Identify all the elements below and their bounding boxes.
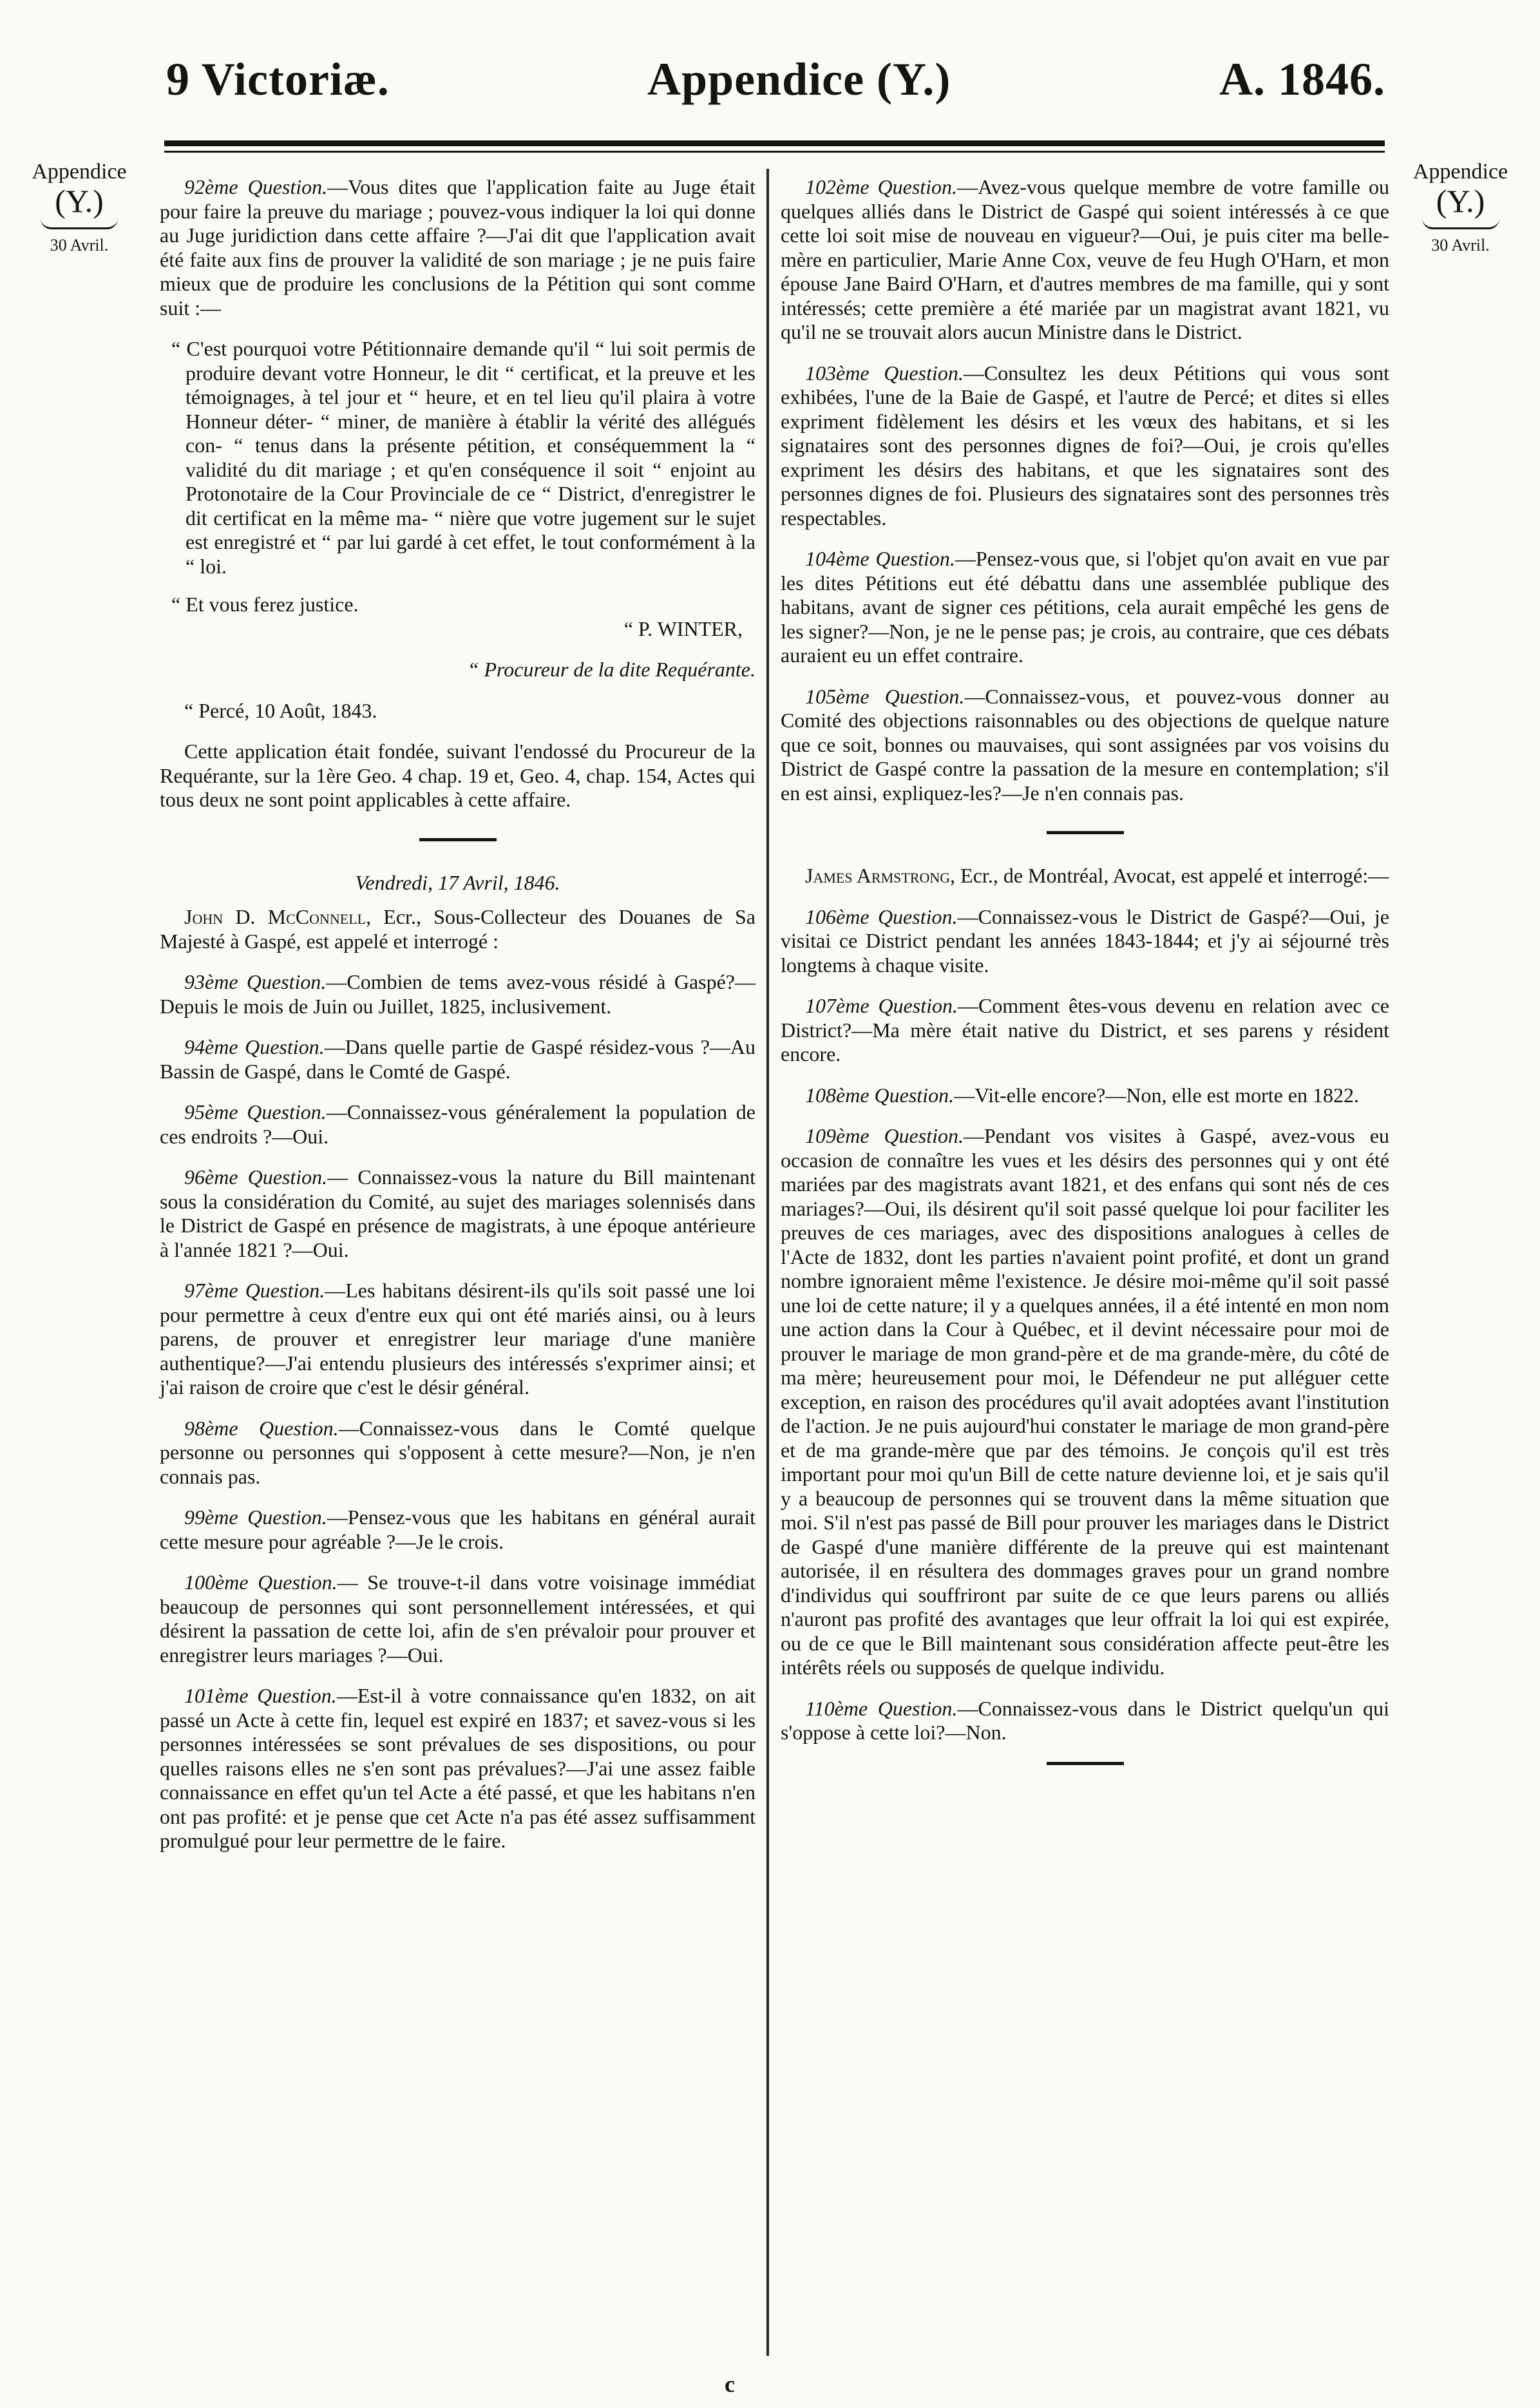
application-note: Cette application était fondée, suivant l'endossé du Procureur de la Requérante, sur la 1ère Geo. 4 chap. 19 et, Geo. 4, chap. 154, Actes qui tous deux ne sont point applicables à cette affaire. bbox=[160, 740, 756, 811]
question-label: 99ème Question. bbox=[184, 1505, 327, 1529]
question-list bbox=[781, 175, 1389, 805]
question-label: 93ème Question. bbox=[184, 970, 327, 993]
question-label: 97ème Question. bbox=[184, 1279, 325, 1302]
question-text: —Comment êtes-vous devenu en relation avec ce District?—Ma mère était native du District, et ses parens y résident encore. bbox=[781, 994, 1390, 1065]
left-margin-note bbox=[31, 160, 128, 255]
question-text: —Est-il à votre connaissance qu'en 1832, on ait passé un Acte à cette fin, lequel est expiré en 1837; et savez-vous si les personnes intéressées se sont prévalues de ses dispositions, ou pour quelles raisons elles ne s'en sont pas prévalues?—J'ai une assez faible connaissance en effet qu'un tel Acte a été passé, et que les habitans n'en ont pas profité: et je pense que cet Acte n'a pas été assez suffisamment promulgué pour leur permettre de le faire. bbox=[160, 1684, 756, 1852]
margin-note-date: 30 Avril. bbox=[50, 235, 109, 254]
question-paragraph bbox=[781, 994, 1389, 1067]
margin-note-date: 30 Avril. bbox=[1431, 235, 1490, 254]
page-signature-mark: c bbox=[725, 2371, 735, 2397]
question-label: 92ème Question. bbox=[184, 175, 328, 198]
question-text: —Pensez-vous que, si l'objet qu'on avait en vue par les dites Pétitions eut été débattu dans une assemblée publique des habitans, avant de signer ces pétitions, cela aurait empêché les gens de les signer?—Non, je ne le pense pas; je crois, au contraire, que ces débats auraient eu un effet contraire. bbox=[781, 547, 1390, 667]
question-label: 107ème Question. bbox=[805, 994, 958, 1017]
question-label: 98ème Question. bbox=[184, 1416, 339, 1440]
witness-description: , Ecr., Sous-Collecteur des Douanes de Sa Majesté à Gaspé, est appelé et interrogé : bbox=[160, 905, 756, 953]
question-paragraph bbox=[160, 1684, 756, 1853]
question-text: —Avez-vous quelque membre de votre famille ou quelques alliés dans le District de Gaspé qui soient intéressés à ce que cette loi soit mise de nouveau en vigueur?—Oui, je puis citer ma belle-mère en particulier, Marie Anne Cox, veuve de feu Hugh O'Harn, et mon épouse Jane Baird O'Harn, et d'autres membres de ma famille, qui y sont intéressés; cette première a été mariée par un magistrat avant 1821, vu qu'il ne se trouvait alors aucun Ministre dans le District. bbox=[781, 175, 1390, 343]
question-label: 95ème Question. bbox=[184, 1100, 327, 1123]
question-paragraph bbox=[781, 1084, 1389, 1108]
petition-quote bbox=[160, 337, 756, 617]
question-text: —Connaissez-vous dans le Comté quelque personne ou personnes qui s'opposent à cette mesure?—Non, je n'en connais pas. bbox=[160, 1416, 756, 1488]
question-label: 96ème Question. bbox=[184, 1165, 328, 1189]
question-paragraph bbox=[781, 1697, 1389, 1745]
question-text: —Connaissez-vous le District de Gaspé?—Oui, je visitai ce District pendant les années 1843-1844; et j'y ai séjourné très longtems à chaque visite. bbox=[781, 904, 1389, 977]
quote-paragraph: “ Et vous ferez justice. bbox=[171, 593, 359, 616]
witness-name: John D. McConnell bbox=[184, 905, 366, 928]
question-paragraph bbox=[160, 1417, 756, 1489]
right-margin-note bbox=[1404, 160, 1517, 255]
question-paragraph bbox=[781, 685, 1389, 806]
witness-name: James Armstrong bbox=[805, 864, 951, 887]
question-text: —Les habitans désirent-ils qu'ils soit passé une loi pour permettre à ceux d'entre eux qui ont été mariés ainsi, ou à leurs parens, de prouver et enregistrer leur mariage d'une manière authentique?—J'ai entendu plusieurs des intéressés s'exprimer ainsi; et j'ai raison de croire que c'est le désir général. bbox=[160, 1279, 756, 1399]
section-separator bbox=[419, 838, 497, 841]
question-label: 105ème Question. bbox=[805, 684, 965, 708]
question-paragraph bbox=[160, 1165, 756, 1262]
question-label: 100ème Question. bbox=[184, 1571, 337, 1594]
witness-intro bbox=[160, 905, 756, 953]
question-text: —Connaissez-vous généralement la population de ces endroits ?—Oui. bbox=[160, 1100, 756, 1148]
section-separator bbox=[1047, 831, 1124, 834]
question-label: 104ème Question. bbox=[805, 547, 955, 570]
question-label: 106ème Question. bbox=[805, 904, 958, 928]
question-text: —Vit-elle encore?—Non, elle est morte en 1822. bbox=[954, 1083, 1360, 1107]
question-label: 102ème Question. bbox=[805, 175, 958, 198]
question-paragraph bbox=[781, 361, 1389, 531]
question-paragraph bbox=[781, 905, 1389, 978]
question-paragraph bbox=[781, 175, 1389, 345]
question-label: 103ème Question. bbox=[805, 361, 964, 385]
question-paragraph bbox=[160, 1279, 756, 1400]
margin-note-letter: (Y.) bbox=[1436, 183, 1485, 219]
question-label: 110ème Question. bbox=[805, 1696, 958, 1720]
signature: “ P. WINTER, bbox=[623, 616, 743, 640]
question-list bbox=[160, 970, 756, 1853]
quote-paragraph: “ C'est pourquoi votre Pétitionnaire demande qu'il “ lui soit permis de produire devant votre Honneur, le dit “ certificat, et la preuve et les témoignages, à tel jour et “ heure, et en tel lieu qu'il plaira à votre Honneur déter- “ miner, de manière à établir la vérité des allégués con- “ tenus dans la présente pétition, et conséquemment la “ validité du dit mariage ; et qu'en conséquence il soit “ enjoint au Protonotaire de la Cour Provinciale de ce “ District, d'enregistrer le dit certificat en la même ma- “ nière que votre jugement sur le sujet est enregistré et “ par lui gardé à cet effet, le tout conformément à la “ loi. bbox=[171, 337, 756, 578]
witness-intro bbox=[781, 864, 1389, 888]
question-label: 108ème Question. bbox=[805, 1083, 955, 1107]
right-column bbox=[781, 175, 1389, 1795]
margin-brace bbox=[41, 218, 118, 229]
question-label: 101ème Question. bbox=[184, 1684, 337, 1707]
question-label: 94ème Question. bbox=[184, 1035, 325, 1058]
margin-note-title: Appendice bbox=[1412, 160, 1508, 184]
question-paragraph bbox=[781, 547, 1389, 668]
header-rule-thin bbox=[164, 151, 1385, 153]
question-paragraph bbox=[160, 970, 756, 1018]
question-text: —Connaissez-vous, et pouvez-vous donner au Comité des objections raisonnables ou des objections de quelque nature que ce soit, bonnes ou mauvaises, qui sont assignées par vos voisins du District de Gaspé contre la passation de la mesure en contemplation; s'il en est ainsi, expliquez-les?—Je n'en connais pas. bbox=[781, 684, 1389, 805]
signature-role: “ Procureur de la dite Requérante. bbox=[467, 658, 756, 681]
margin-note-title: Appendice bbox=[32, 160, 127, 184]
question-list bbox=[781, 905, 1389, 1745]
header-appendix-title: Appendice (Y.) bbox=[647, 53, 951, 105]
question-text: — Se trouve-t-il dans votre voisinage immédiat beaucoup de personnes qui sont personnellement intéressées, et qui désirent la passation de cette loi, afin de s'en prévaloir pour prouver et enregistrer leurs mariages ?—Oui. bbox=[160, 1571, 756, 1667]
question-text: —Dans quelle partie de Gaspé résidez-vous ?—Au Bassin de Gaspé, dans le Comté de Gaspé. bbox=[160, 1035, 756, 1083]
witness-description: , Ecr., de Montréal, Avocat, est appelé et interrogé:— bbox=[950, 864, 1389, 887]
header-session: 9 Victoriæ. bbox=[166, 53, 390, 105]
question-92 bbox=[160, 175, 756, 320]
margin-note-letter: (Y.) bbox=[55, 183, 104, 219]
question-paragraph bbox=[160, 1035, 756, 1084]
question-paragraph bbox=[160, 1100, 756, 1149]
question-text: —Pensez-vous que les habitans en général aurait cette mesure pour agréable ?—Je le crois. bbox=[160, 1505, 756, 1553]
place-date: “ Percé, 10 Août, 1843. bbox=[184, 698, 377, 722]
session-date: Vendredi, 17 Avril, 1846. bbox=[355, 870, 560, 894]
left-column bbox=[160, 175, 756, 1870]
question-text: —Pendant vos visites à Gaspé, avez-vous eu occasion de connaître les vues et les désirs des personnes qui y ont été mariées par des magistrats avant 1821, et des enfans qui sont nés de ces mariages?—Oui, ils désirent qu'il soit passé quelque loi pour faciliter les preuves de ces mariages, avec des dispositions analogues à celles de l'Acte de 1832, dont les parties n'avaient point profité, et dont un grand nombre ignoraient même l'existence. Je désire moi-même qu'il soit passé une loi de cette nature; il y a quelques années, il a été intenté en mon nom une action dans la Cour à Québec, et il devint nécessaire pour moi de prouver le mariage de mon grand-père et de ma grande-mère, du côté de ma mère; heureusement pour moi, le Défendeur ne put alléguer cette exception, en raison des procédures qu'il avait adoptées avant l'institution de l'action. Je ne puis aujourd'hui constater le mariage de mon grand-père et de ma grande-mère que par des témoins. Je conçois qu'il est très important pour moi qu'un Bill de cette nature devienne loi, et je sais qu'il y a beaucoup de personnes qui se trouvent dans la même situation que moi. S'il n'est pas passé de Bill pour prouver les mariages dans le District de Gaspé d'une manière différente de la preuve qui est maintenant autorisée, il en résultera des dommages graves pour un grand nombre d'individus qui souffriront par suite de ce que leurs parens ou alliés n'auront pas profité des avantages que leur offrait la loi qui est expirée, ou de ce que le Bill maintenant sous considération affecte peut-être les intérêts réels ou supposés de quelque individu. bbox=[781, 1124, 1390, 1679]
margin-brace bbox=[1422, 218, 1499, 229]
question-paragraph bbox=[781, 1124, 1389, 1680]
header-year: A. 1846. bbox=[1219, 53, 1385, 105]
header-rule-thick bbox=[164, 140, 1385, 146]
question-label: 109ème Question. bbox=[805, 1124, 964, 1147]
question-paragraph bbox=[160, 1505, 756, 1554]
question-text: —Combien de tems avez-vous résidé à Gaspé?—Depuis le mois de Juin ou Juillet, 1825, inclusivement. bbox=[160, 970, 756, 1018]
column-divider bbox=[766, 169, 769, 2356]
question-paragraph bbox=[160, 1571, 756, 1667]
question-text: —Vous dites que l'application faite au Juge était pour faire la preuve du mariage ; pouvez-vous indiquer la loi qui donne au Juge juridiction dans cette affaire ?—J'ai dit que l'application avait été faite aux fins de prouver la validité de son mariage ; je ne puis faire mieux que de produire les conclusions de la Pétition qui sont comme suit :— bbox=[160, 175, 756, 320]
section-separator bbox=[1047, 1762, 1124, 1765]
question-text: —Connaissez-vous dans le District quelqu'un qui s'oppose à cette loi?—Non. bbox=[781, 1696, 1390, 1744]
question-text: —Consultez les deux Pétitions qui vous sont exhibées, l'une de la Baie de Gaspé, et l'autre de Percé; et dites si elles expriment fidèlement les désirs et les vœux des habitans, et si les signataires sont des personnes dignes de foi?—Oui, je crois qu'elles expriment les désirs des habitans, et que les signataires sont des personnes dignes de foi. Plusieurs des signataires sont des personnes très respectables. bbox=[781, 361, 1390, 530]
question-text: — Connaissez-vous la nature du Bill maintenant sous la considération du Comité, au sujet des mariages solennisés dans le District de Gaspé en présence de magistrats, à une époque antérieure à l'année 1821 ?—Oui. bbox=[160, 1165, 756, 1261]
